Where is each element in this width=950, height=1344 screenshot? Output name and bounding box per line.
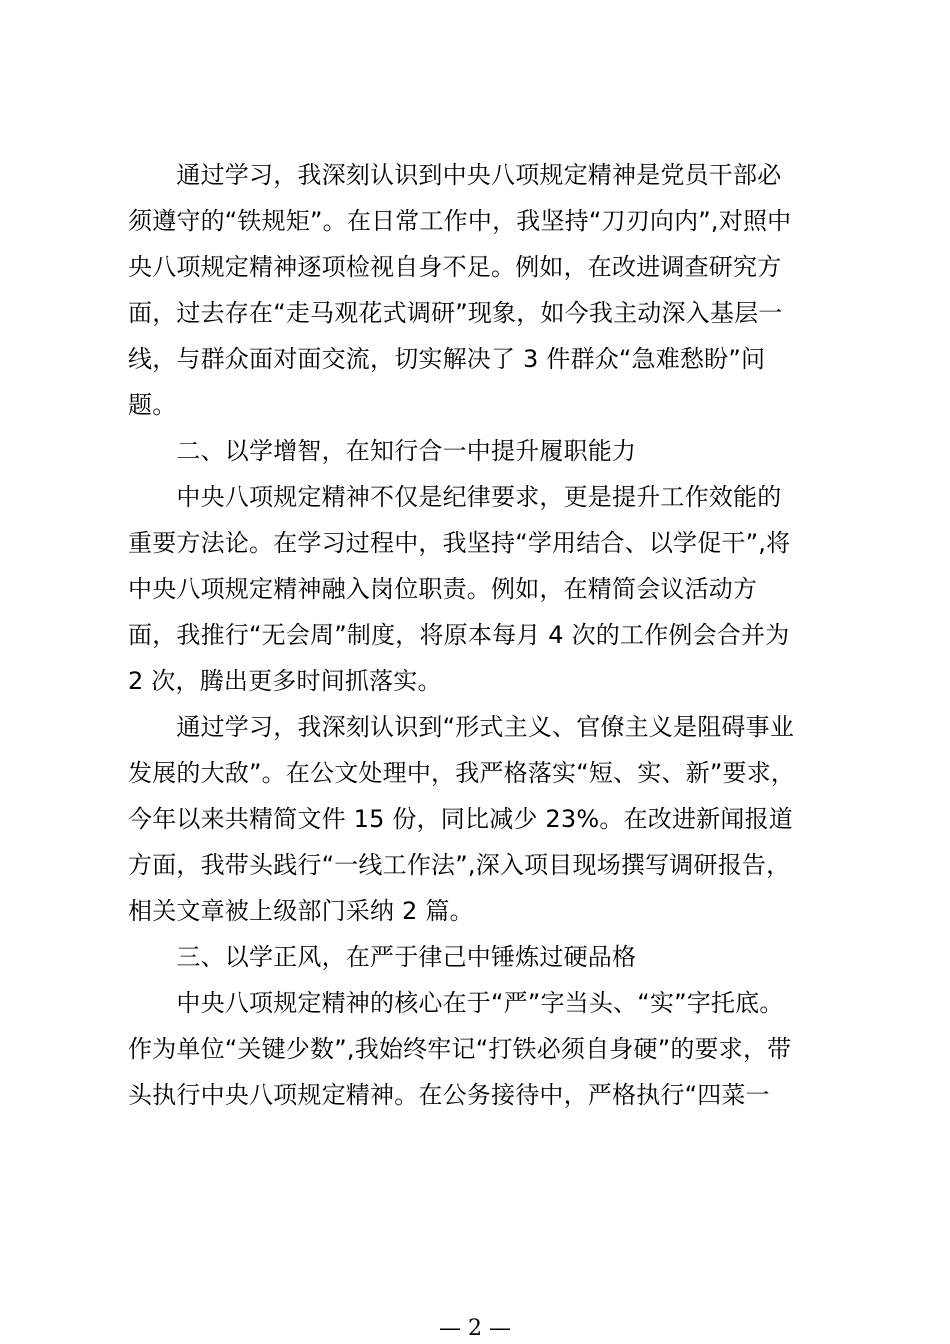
- text-line: 发展的大敌”。在公文处理中，我严格落实“短、实、新”要求，: [128, 759, 796, 787]
- text-line: 头执行中央八项规定精神。在公务接待中，严格执行“四菜一: [128, 1081, 770, 1109]
- text-line: 方面，我带头践行“一线工作法”,深入项目现场撰写调研报告，: [128, 851, 791, 879]
- text-line: 相关文章被上级部门采纳 2 篇。: [128, 897, 474, 925]
- text-line: 面，过去存在“走马观花式调研”现象，如今我主动深入基层一: [128, 299, 783, 327]
- text-line: 重要方法论。在学习过程中，我坚持“学用结合、以学促干”,将: [128, 529, 791, 557]
- text-line: 作为单位“关键少数”,我始终牢记“打铁必须自身硬”的要求，带: [128, 1035, 792, 1063]
- text-line: 须遵守的“铁规矩”。在日常工作中，我坚持“刀刃向内”,对照中: [128, 207, 792, 235]
- text-line: 通过学习，我深刻认识到“形式主义、官僚主义是阻碍事业: [128, 713, 795, 741]
- text-line: 通过学习，我深刻认识到中央八项规定精神是党员干部必: [128, 161, 782, 189]
- text-line: 线，与群众面对面交流，切实解决了 3 件群众“急难愁盼”问: [128, 345, 766, 373]
- text-line: 中央八项规定精神融入岗位职责。例如，在精简会议活动方: [128, 575, 758, 603]
- text-line: 央八项规定精神逐项检视自身不足。例如，在改进调查研究方: [128, 253, 782, 281]
- section-heading: 二、以学增智，在知行合一中提升履职能力: [128, 437, 637, 465]
- section-heading: 三、以学正风，在严于律己中锤炼过硬品格: [128, 943, 637, 971]
- document-body: [128, 152, 832, 1118]
- text-line: 2 次，腾出更多时间抓落实。: [128, 667, 442, 695]
- text-line: 题。: [128, 391, 177, 419]
- page-number: — 2 —: [439, 1316, 511, 1341]
- text-line: 今年以来共精简文件 15 份，同比减少 23%。在改进新闻报道: [128, 805, 793, 833]
- text-line: 中央八项规定精神不仅是纪律要求，更是提升工作效能的: [128, 483, 782, 511]
- text-line: 面，我推行“无会周”制度，将原本每月 4 次的工作例会合并为: [128, 621, 790, 649]
- text-line: 中央八项规定精神的核心在于“严”字当头、“实”字托底。: [128, 989, 784, 1017]
